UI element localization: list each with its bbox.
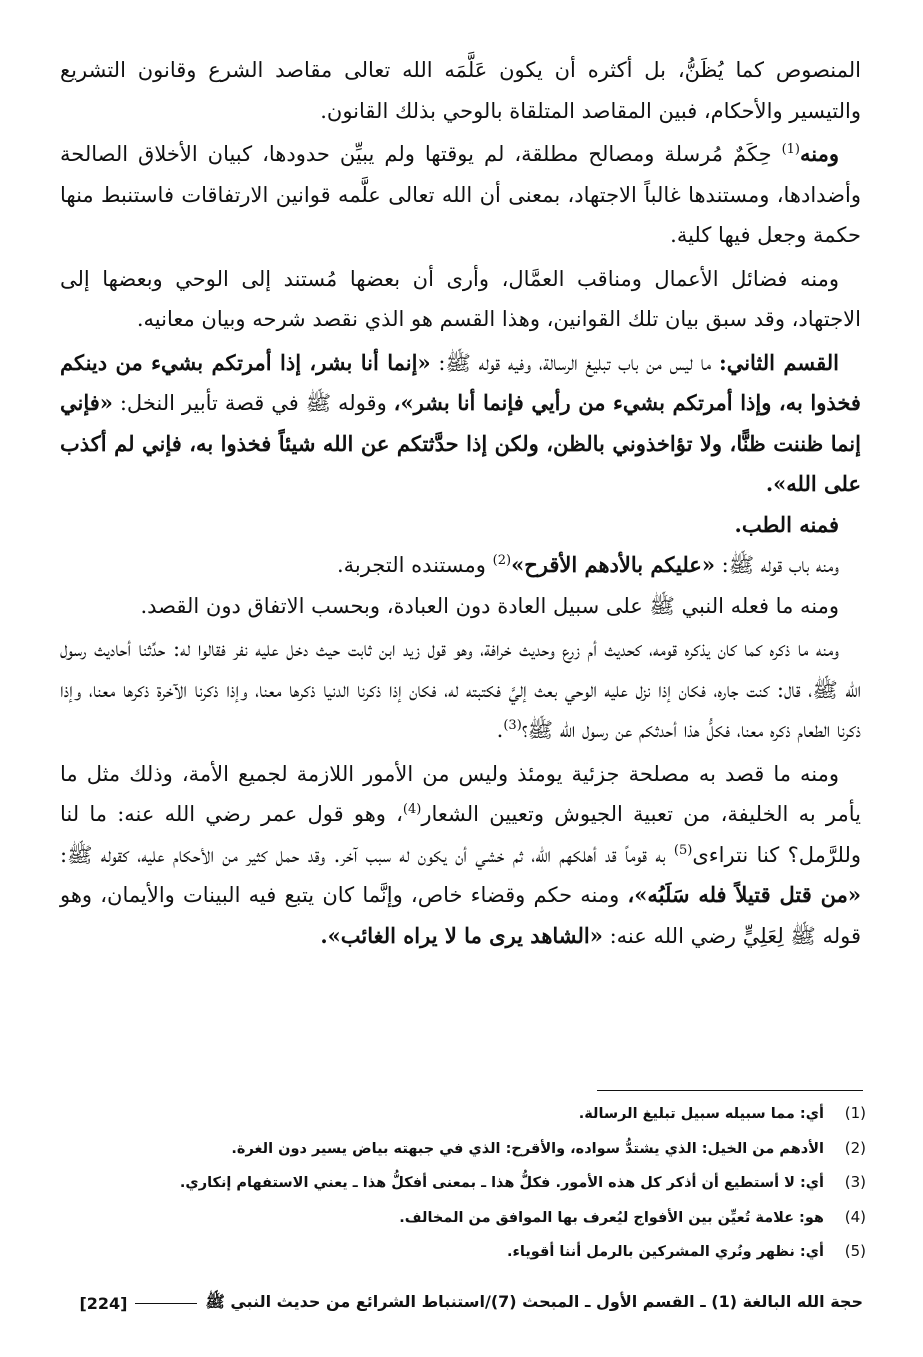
hadith-quote: «إنما أنا بشر، إذا أمرتكم بشيء من دينكم فخذوا به، وإذا أمرتكم بشيء من رأيي فإنما أنا بشر»، [60, 349, 861, 415]
footnote-text: أي: لا أستطيع أن أذكر كل هذه الأمور. فكلُّ هذا ـ بمعنى أفكلُّ هذا ـ يعني الاستفهام إنكاري. [179, 1175, 824, 1191]
footnote [66, 1173, 866, 1208]
text-run: به قوماً قد أهلكهم الله، ثم خشي أن يكون له سبب آخر. وقد حمل كثير من الأحكام عليه، كقوله ﷺ: [60, 842, 666, 867]
footnote-text: أي: مما سبيله سبيل تبليغ الرسالة. [578, 1106, 824, 1122]
footnote [66, 1139, 866, 1174]
page-number: [224] [79, 1294, 128, 1313]
footnote-number: (5) [844, 1242, 866, 1260]
text-run: حِكَمٌ مُرسلة ومصالح مطلقة، لم يوقتها ولم يبيِّن حدودها، كبيان الأخلاق الصالحة وأضدادها، ومستندها غالباً الاجتهاد، بمعنى أن الله تعالى علَّمه قوانين الارتفاقات فاستنبط منها حكمة وجعل فيها كلية. [60, 142, 861, 247]
text-run: ومنه باب قوله ﷺ: [721, 553, 839, 577]
text-run: ، وهو قول عمر رضي الله عنه: ما لنا وللرَّمل؟ كنا نتراءى [60, 802, 862, 867]
footnote [66, 1104, 866, 1139]
paragraph [60, 754, 861, 957]
text-run: فمنه الطب. [734, 511, 839, 537]
footnote-ref: (5) [673, 842, 693, 858]
paragraph [60, 629, 861, 751]
footnotes [66, 1104, 866, 1277]
text-run: ومنه فضائل الأعمال ومناقب العمَّال، وأرى أن بعضها مُستند إلى الوحي وبعضها إلى الاجتهاد، وقد سبق بيان تلك القوانين، وهذا القسم هو الذي نقصد شرحه وبيان معانيه. [60, 266, 861, 331]
footnote-text: الأدهم من الخيل: الذي يشتدُّ سواده، والأقرح: الذي في جبهته بياض يسير دون الغرة. [231, 1140, 824, 1157]
text-run: ومنه حكم وقضاء خاص، وإنَّما كان يتبع فيه البينات والأيمان، وهو قوله ﷺ لِعَلِيٍّ رضي الله عنه: [60, 883, 861, 948]
hadith-quote: «من قتل قتيلاً فله سَلَبُه»، [627, 882, 861, 907]
hadith-quote: «عليكم بالأدهم الأقرح» [511, 552, 715, 577]
footnote-number: (1) [844, 1104, 866, 1122]
text-run: ومنه ما قصد به مصلحة جزئية يومئذ وليس من الأمور اللازمة لجميع الأمة، وذلك مثل ما يأمر به الخليفة، من تعبية الجيوش وتعيين الشعار [60, 761, 861, 826]
text-run: ومنه ما فعله النبي ﷺ على سبيل العادة دون العبادة، وبحسب الاتفاق دون القصد. [140, 593, 839, 618]
paragraph [60, 505, 861, 546]
footnote-number: (4) [844, 1207, 866, 1226]
paragraph [60, 586, 861, 627]
text-run: ما ليس من باب تبليغ الرسالة، وفيه قوله ﷺ: [438, 350, 712, 375]
text-run: . [496, 718, 504, 742]
hadith-quote: «فإني إنما ظننت ظنًّا، ولا تؤاخذوني بالظن، ولكن إذا حدَّثتكم عن الله شيئاً فخذوا به، فإني لم أكذب على الله». [60, 390, 861, 496]
hadith-quote: «الشاهد يرى ما لا يراه الغائب». [320, 922, 603, 948]
paragraph [60, 134, 861, 256]
text-run: ومنه [800, 141, 839, 166]
footnote [66, 1208, 866, 1243]
running-footer [43, 1292, 863, 1315]
footnote-number: (2) [844, 1138, 866, 1157]
footnote-ref: (4) [402, 802, 422, 817]
paragraph [60, 259, 861, 340]
paragraph [60, 545, 861, 586]
text-run: وقوله ﷺ في قصة تأبير النخل: [119, 391, 387, 415]
paragraph [60, 50, 861, 131]
footnote-text: أي: نظهر ونُري المشركين بالرمل أننا أقوياء. [506, 1244, 824, 1260]
paragraph [60, 343, 861, 505]
main-text [60, 50, 861, 956]
footnote-divider [597, 1090, 863, 1091]
footnote-number: (3) [844, 1173, 866, 1191]
text-run: ومنه ما ذكره كما كان يذكره قومه، كحديث أم زرع وحديث خرافة، وهو قول زيد ابن ثابت حيث دخل عليه نفر فقالوا له: حدِّثنا أحاديث رسول الله ﷺ، قال: كنت جاره، فكان إذا نزل عليه الوحي بعث إليَّ فكتبته له، فكان إذا ذكرنا الدنيا ذكرها معنا، وإذا ذكرنا الآخرة ذكرها معنا، وإذا ذكرنا الطعام ذكره معنا، فكلُّ هذا أحدثكم عن رسول الله ﷺ؟ [60, 637, 861, 742]
footer-title: حجة الله البالغة (1) ـ القسم الأول ـ المبحث (7)/استنباط الشرائع من حديث النبي ﷺ [205, 1292, 863, 1311]
text-run: المنصوص كما يُظَنُّ، بل أكثره أن يكون عَلَّمَه الله تعالى مقاصد الشرع وقانون التشريع والتيسير والأحكام، فبين المقاصد المتلقاة بالوحي بذلك القانون. [60, 58, 861, 123]
text-run: ومستنده التجربة. [336, 553, 486, 577]
footer-rule [135, 1303, 197, 1304]
footnote-ref: (1) [781, 142, 800, 157]
footnote-ref: (3) [503, 718, 522, 733]
footnote [66, 1242, 866, 1277]
section-heading: القسم الثاني: [718, 349, 839, 375]
footnote-ref: (2) [492, 553, 512, 568]
footnote-text: هو: علامة تُعيِّن بين الأفواج ليُعرف بها الموافق من المخالف. [399, 1209, 824, 1226]
